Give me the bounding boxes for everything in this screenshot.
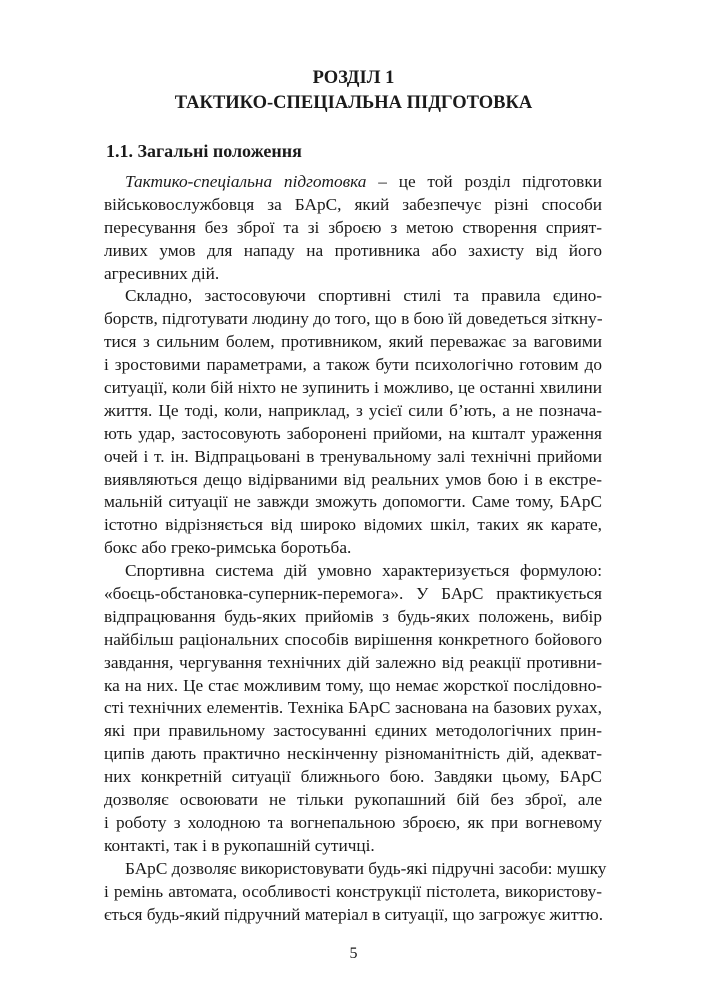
text-line: Складно, застосовуючи спортивні стилі та правила єдино- (125, 286, 602, 306)
text-line: БАрС дозволяє використовувати будь-які підручні засоби: мушку (125, 858, 607, 878)
text-line: ється будь-який підручний матеріал в ситуації, що загрожує життю. (104, 904, 604, 924)
text-line: і роботу з холодною та вогнепальною зброєю, як при вогневому (104, 812, 602, 832)
text-line (104, 171, 602, 194)
text-line: очей і т. ін. Відпрацьовані в тренувальному залі технічні прийоми (104, 446, 602, 466)
text-line: життя. Це тоді, коли, наприклад, з усієї сили б’ють, а не познача- (104, 400, 602, 420)
section-heading: 1.1. Загальні положення (106, 141, 302, 161)
text-line: тися з сильним болем, противником, який переважає за ваговими (104, 332, 602, 352)
text-line: і зростовими параметрами, а також бути психологічно готовим до (104, 355, 602, 375)
text-line: пересування без зброї та зі зброєю з метою створення сприят- (104, 217, 602, 237)
paragraph-3 (104, 560, 602, 858)
text-line: сті технічних елементів. Техніка БАрС заснована на базових рухах, (104, 698, 602, 718)
text-line: ципів дають практично нескінченну різноманітність дій, адекват- (104, 744, 602, 764)
text-line: завдання, чергування технічних дій залежно від реакції противни- (104, 652, 602, 672)
text-line: контакті, так і в рукопашній сутичці. (104, 835, 375, 855)
text-line: ка на них. Це стає можливим тому, що немає жорсткої послідовно- (104, 675, 602, 695)
text-line: виявляються дещо відірваними від реальних умов бою і в екстре- (104, 469, 602, 489)
text-line: відпрацювання будь-яких прийомів з будь-яких положень, вибір (104, 606, 602, 626)
text-line: Спортивна система дій умовно характеризується формулою: (125, 561, 602, 581)
text-line: агресивних дій. (104, 263, 220, 283)
text-line: ливих умов для нападу на противника або захисту від його (104, 240, 602, 260)
text-line: борств, підготувати людину до того, що в бою їй доведеться зіткну- (104, 309, 603, 329)
line-text: – це той розділ підготовки (366, 172, 602, 191)
text-line: дозволяє освоювати не тільки рукопашний бій без зброї, але (104, 790, 602, 810)
paragraph-2 (104, 285, 602, 560)
text-line: «боєць-обстановка-суперник-перемога». У БАрС практикується (104, 584, 602, 604)
text-line: ють удар, застосовують заборонені прийоми, на кшталт ураження (104, 423, 602, 443)
text-line: і ремінь автомата, особливості конструкції пістолета, використову- (104, 881, 602, 901)
paragraph-1 (104, 171, 602, 285)
text-line: військовослужбовця за БАрС, який забезпечує різні способи (104, 194, 602, 214)
page-number: 5 (349, 945, 358, 962)
chapter-title: ТАКТИКО-СПЕЦІАЛЬНА ПІДГОТОВКА (174, 93, 533, 113)
text-line: мальній ситуації не завжди зможуть допомогти. Саме тому, БАрС (104, 492, 602, 512)
paragraph-4 (104, 858, 607, 927)
text-line: ситуації, коли бій ніхто не зупинить і можливо, це останні хвилини (104, 378, 602, 398)
body-text (104, 171, 607, 926)
text-line: них конкретній ситуації ближнього бою. Завдяки цьому, БАрС (104, 767, 602, 787)
text-line: найбільш раціональних способів вирішення конкретного бойового (104, 629, 602, 649)
text-line: істотно відрізняється від широко відомих шкіл, таких як карате, (104, 515, 602, 535)
italic-term: Тактико-спеціальна підготовка (125, 172, 367, 191)
text-line: які при правильному застосуванні єдиних методологічних прин- (104, 721, 602, 741)
chapter-number: РОЗДІЛ 1 (312, 68, 395, 88)
text-line: бокс або греко-римська боротьба. (104, 538, 352, 558)
